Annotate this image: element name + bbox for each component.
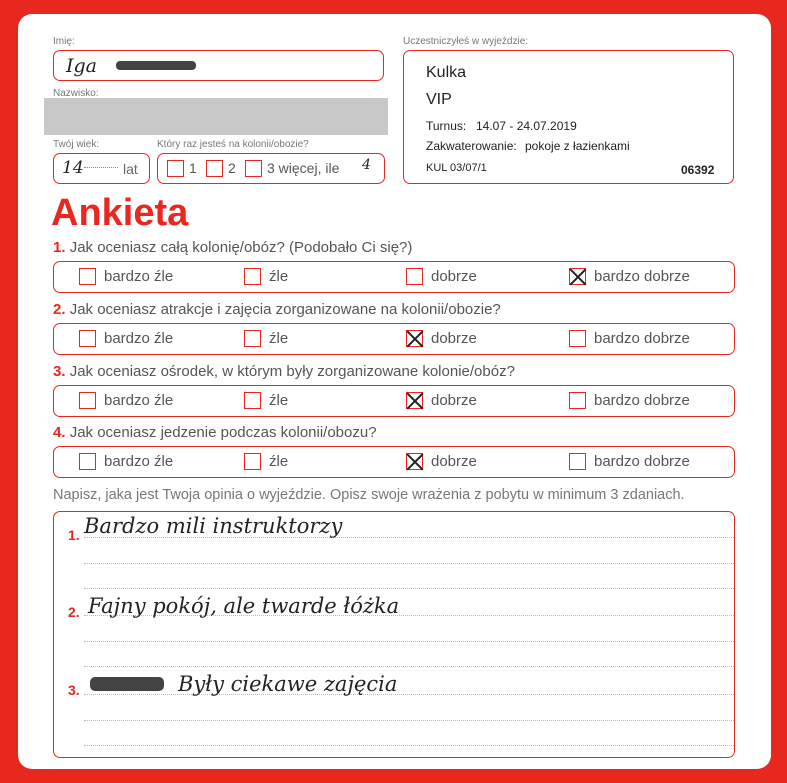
times-3-label: 3 więcej, ile <box>267 160 340 176</box>
participant-box <box>403 50 734 184</box>
times-count-value: 4 <box>362 157 371 173</box>
q1-option-2-checkbox[interactable] <box>244 268 261 285</box>
q4-option-3-label: dobrze <box>431 453 477 470</box>
question-label: Jak oceniasz całą kolonię/obóz? (Podobało Ci się?) <box>69 239 413 256</box>
q2-option-4-label: bardzo dobrze <box>594 330 690 347</box>
q4-option-1-label: bardzo źle <box>104 453 174 470</box>
age-label: Twój wiek: <box>53 139 100 150</box>
q1-option-4-label: bardzo dobrze <box>594 268 690 285</box>
redacted-surname <box>44 98 388 135</box>
q1-option-4-checkbox[interactable] <box>569 268 586 285</box>
q3-option-1-checkbox[interactable] <box>79 392 96 409</box>
q1-option-1-checkbox[interactable] <box>79 268 96 285</box>
opinion-line-2-text: Fajny pokój, ale twarde łóżka <box>88 594 400 618</box>
q1-option-1-label: bardzo źle <box>104 268 174 285</box>
writing-line <box>84 745 734 746</box>
q2-option-3-label: dobrze <box>431 330 477 347</box>
q2-option-1-checkbox[interactable] <box>79 330 96 347</box>
q3-option-3-label: dobrze <box>431 392 477 409</box>
q2-option-2-label: źle <box>269 330 289 347</box>
survey-sheet <box>18 14 771 769</box>
question-3-options <box>53 385 735 417</box>
opinion-prompt: Napisz, jaka jest Twoja opinia o wyjeździe. Opisz swoje wrażenia z pobytu w minimum 3 zdaniach. <box>53 487 685 503</box>
which-time-label: Który raz jesteś na kolonii/obozie? <box>157 139 309 150</box>
surname-label: Nazwisko: <box>53 88 99 99</box>
times-1-checkbox[interactable] <box>167 160 184 177</box>
turnus-value: 14.07 - 24.07.2019 <box>476 119 577 133</box>
times-2-label: 2 <box>228 160 236 176</box>
first-name-value: Iga <box>66 55 97 77</box>
q2-option-4-checkbox[interactable] <box>569 330 586 347</box>
question-4-text <box>53 424 377 441</box>
question-1-options <box>53 261 735 293</box>
writing-line <box>84 666 734 667</box>
question-number: 1. <box>53 239 66 256</box>
q1-option-3-checkbox[interactable] <box>406 268 423 285</box>
q3-option-2-label: źle <box>269 392 289 409</box>
q1-option-3-label: dobrze <box>431 268 477 285</box>
age-value: 14 <box>62 158 84 178</box>
accommodation-value: pokoje z łazienkami <box>525 139 630 153</box>
first-name-label: Imię: <box>53 36 75 47</box>
form-number: 06392 <box>681 163 715 177</box>
times-3-checkbox[interactable] <box>245 160 262 177</box>
q2-option-3-checkbox[interactable] <box>406 330 423 347</box>
q3-option-3-checkbox[interactable] <box>406 392 423 409</box>
question-label: Jak oceniasz ośrodek, w którym były zorganizowane kolonie/obóz? <box>69 363 515 380</box>
times-1-label: 1 <box>189 160 197 176</box>
q3-option-4-label: bardzo dobrze <box>594 392 690 409</box>
question-2-text <box>53 301 501 318</box>
page-title: Ankieta <box>51 192 189 234</box>
opinion-line-2-number: 2. <box>68 604 80 620</box>
age-dots <box>84 167 118 168</box>
camp-code: KUL 03/07/1 <box>426 162 487 174</box>
question-2-options <box>53 323 735 355</box>
q3-option-1-label: bardzo źle <box>104 392 174 409</box>
question-4-options <box>53 446 735 478</box>
q1-option-2-label: źle <box>269 268 289 285</box>
age-unit: lat <box>123 161 138 177</box>
writing-line <box>84 720 734 721</box>
q4-option-4-checkbox[interactable] <box>569 453 586 470</box>
question-number: 3. <box>53 363 66 380</box>
q2-option-2-checkbox[interactable] <box>244 330 261 347</box>
q3-option-4-checkbox[interactable] <box>569 392 586 409</box>
question-3-text <box>53 363 515 380</box>
question-1-text <box>53 239 412 256</box>
age-field[interactable] <box>53 153 150 184</box>
group-type: VIP <box>426 91 452 108</box>
opinion-line-1-number: 1. <box>68 527 80 543</box>
accommodation-label: Zakwaterowanie: <box>426 139 517 153</box>
q4-option-1-checkbox[interactable] <box>79 453 96 470</box>
q4-option-2-checkbox[interactable] <box>244 453 261 470</box>
opinion-line-3-number: 3. <box>68 682 80 698</box>
participant-label: Uczestniczyłeś w wyjeździe: <box>403 36 529 47</box>
q4-option-4-label: bardzo dobrze <box>594 453 690 470</box>
question-label: Jak oceniasz atrakcje i zajęcia zorganizowane na kolonii/obozie? <box>69 301 501 318</box>
scribbled-word <box>90 677 164 691</box>
writing-line <box>84 641 734 642</box>
group-name: Kulka <box>426 64 467 81</box>
q4-option-3-checkbox[interactable] <box>406 453 423 470</box>
opinion-line-3-text: Były ciekawe zajęcia <box>178 672 398 696</box>
writing-line <box>84 563 734 564</box>
turnus-label: Turnus: <box>426 119 467 133</box>
question-label: Jak oceniasz jedzenie podczas kolonii/obozu? <box>69 424 377 441</box>
q2-option-1-label: bardzo źle <box>104 330 174 347</box>
question-number: 2. <box>53 301 66 318</box>
q4-option-2-label: źle <box>269 453 289 470</box>
opinion-line-1-text: Bardzo mili instruktorzy <box>84 514 343 538</box>
writing-line <box>84 588 734 589</box>
question-number: 4. <box>53 424 66 441</box>
q3-option-2-checkbox[interactable] <box>244 392 261 409</box>
which-time-field <box>157 153 385 184</box>
scribbled-surname <box>116 61 196 70</box>
times-2-checkbox[interactable] <box>206 160 223 177</box>
first-name-field[interactable] <box>53 50 384 81</box>
